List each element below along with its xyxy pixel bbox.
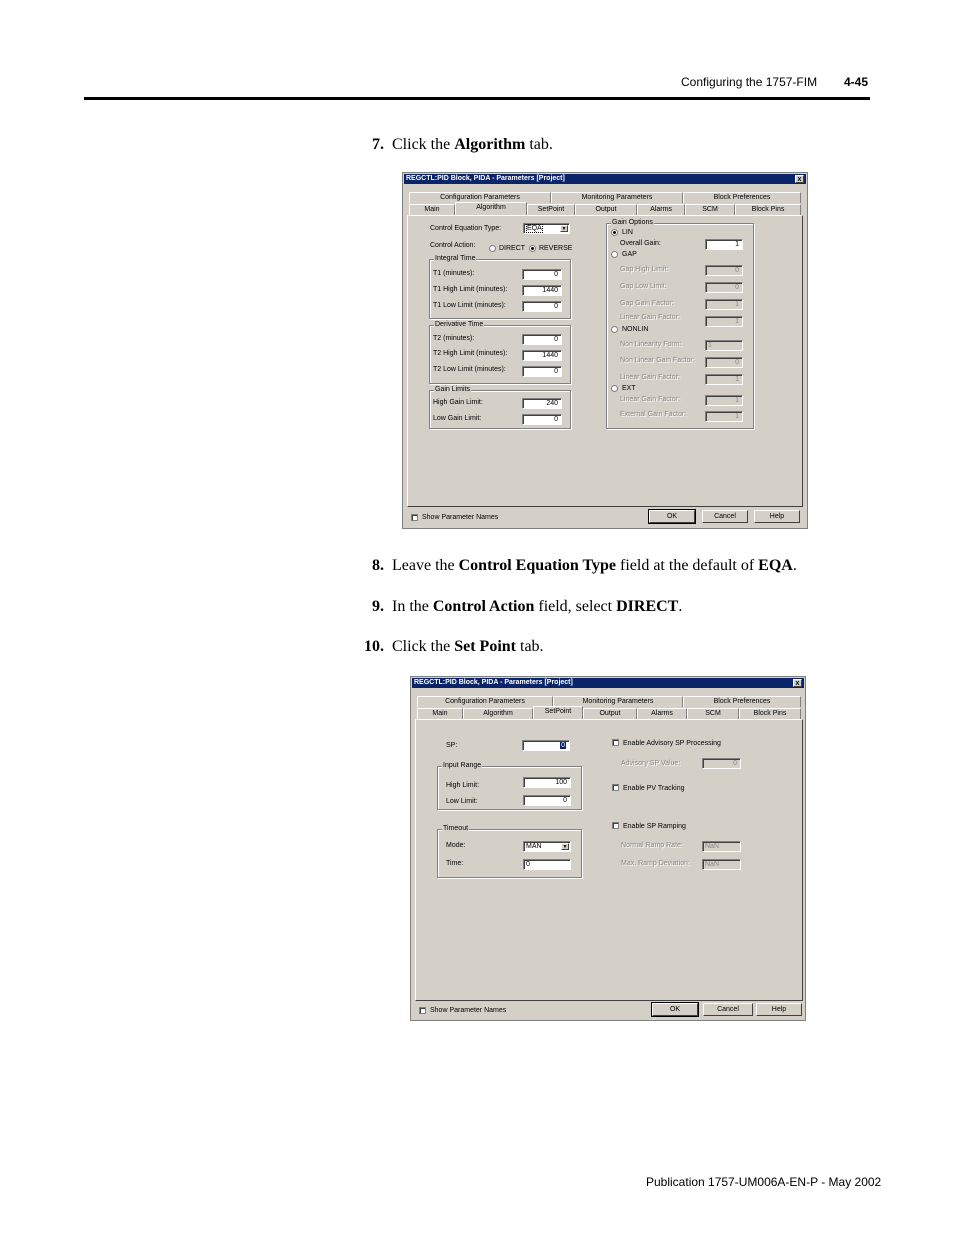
overall-gain-label: Overall Gain: [620,240,661,247]
timeout-group [437,825,582,878]
enable-pv-tracking-checkbox[interactable] [612,784,619,791]
nonlin-label: NONLIN [622,326,649,333]
nonlin-radio[interactable] [611,326,618,333]
mode-select[interactable]: MAN ▼ [523,841,571,852]
tab-algorithm[interactable]: Algorithm [463,708,533,719]
t2-input[interactable]: 0 [522,334,562,345]
dialog-title-bar [412,678,804,688]
direct-radio-label: DIRECT [499,245,526,252]
low-limit-label: Low Limit: [446,798,478,805]
low-limit-input[interactable]: 0 [523,795,571,806]
step-number: 9. [372,598,384,615]
gap-linear-gain-label: Linear Gain Factor: [620,314,680,321]
show-parameter-names-checkbox[interactable] [419,1007,426,1014]
tab-configuration-parameters[interactable]: Configuration Parameters [417,696,553,707]
gap-label: GAP [622,251,637,258]
gap-radio[interactable] [611,251,618,258]
step-number: 7. [372,136,384,153]
dialog-title: REGCTL:PID Block, PIDA - Parameters [Project] [406,175,565,182]
external-gain-factor-label: External Gain Factor: [620,411,687,418]
chevron-down-icon[interactable]: ▼ [561,226,567,232]
gain-limits-group [429,386,571,429]
normal-ramp-rate-input[interactable]: NaN [702,841,741,852]
lin-radio[interactable] [611,229,618,236]
lin-label: LIN [622,229,633,236]
gap-gain-factor-input[interactable]: 1 [705,299,743,310]
t1-low-limit-label: T1 Low Limit (minutes): [433,302,506,309]
sp-input[interactable]: 0 [522,740,570,751]
help-button[interactable]: Help [756,1003,802,1016]
help-button[interactable]: Help [754,510,800,523]
low-gain-limit-input[interactable]: 0 [522,414,562,425]
close-icon[interactable]: x [795,175,804,183]
t1-label: T1 (minutes): [433,270,475,277]
tab-main[interactable]: Main [409,204,455,215]
tab-alarms[interactable]: Alarms [637,708,687,719]
t2-high-limit-label: T2 High Limit (minutes): [433,350,508,357]
tab-monitoring-parameters[interactable]: Monitoring Parameters [551,192,683,203]
dialog-title-bar [404,174,806,184]
time-input[interactable]: 0 [523,859,571,870]
gap-low-limit-label: Gap Low Limit: [620,283,667,290]
group-title: Timeout [443,825,469,832]
enable-pv-tracking-label: Enable PV Tracking [623,785,685,792]
advisory-sp-value-input[interactable]: 0 [702,758,741,769]
setpoint-dialog [410,676,806,1021]
gap-high-limit-label: Gap High Limit: [620,266,669,273]
dialog-title: REGCTL:PID Block, PIDA - Parameters [Project] [414,679,573,686]
group-title: Gain Limits [435,386,471,393]
mode-label: Mode: [446,842,466,849]
show-parameter-names-label: Show Parameter Names [422,514,499,521]
tab-block-pins[interactable]: Block Pins [739,708,801,719]
tab-monitoring-parameters[interactable]: Monitoring Parameters [553,696,683,707]
high-limit-input[interactable]: 100 [523,777,571,788]
enable-sp-ramping-label: Enable SP Ramping [623,823,686,830]
t2-low-limit-label: T2 Low Limit (minutes): [433,366,506,373]
tab-algorithm[interactable]: Algorithm [455,202,527,215]
t1-low-limit-input[interactable]: 0 [522,301,562,312]
non-linear-gain-label: Non Linear Gain Factor: [620,357,695,364]
advisory-sp-value-label: Advisory SP Value: [621,760,681,767]
control-equation-type-label: Control Equation Type: [430,225,502,232]
ext-linear-gain-input[interactable]: 1 [705,395,743,406]
reverse-radio[interactable] [529,245,536,252]
tab-main[interactable]: Main [417,708,463,719]
group-title: Integral Time [435,255,476,262]
derivative-time-group [429,321,571,384]
tab-scm[interactable]: SCM [687,708,739,719]
show-parameter-names-label: Show Parameter Names [430,1007,507,1014]
close-icon[interactable]: x [793,679,802,687]
low-gain-limit-label: Low Gain Limit: [433,415,482,422]
tab-configuration-parameters[interactable]: Configuration Parameters [409,192,551,203]
t2-high-limit-input[interactable]: 1440 [522,350,562,361]
step-text: Click the Set Point tab. [392,638,544,655]
high-gain-limit-label: High Gain Limit: [433,399,483,406]
group-title: Gain Options [612,219,653,226]
gap-low-limit-input[interactable]: 0 [705,282,743,293]
t2-low-limit-input[interactable]: 0 [522,366,562,377]
tab-setpoint[interactable]: SetPoint [527,204,575,215]
non-linearity-form-label: Non Linearity Form: [620,341,682,348]
nonlin-linear-gain-label: Linear Gain Factor: [620,374,680,381]
ext-label: EXT [622,385,636,392]
high-gain-limit-input[interactable]: 240 [522,398,562,409]
max-ramp-deviation-label: Max. Ramp Deviation: [621,860,690,867]
step-text: Click the Algorithm tab. [392,136,553,153]
ext-linear-gain-label: Linear Gain Factor: [620,396,680,403]
direct-radio[interactable] [489,245,496,252]
ext-radio[interactable] [611,385,618,392]
enable-sp-ramping-checkbox[interactable] [612,822,619,829]
sp-label: SP: [446,742,458,749]
algorithm-dialog [402,172,808,529]
control-action-label: Control Action: [430,242,476,249]
tab-block-preferences[interactable]: Block Preferences [683,192,801,203]
tab-block-pins[interactable]: Block Pins [735,204,801,215]
show-parameter-names-checkbox[interactable] [411,514,418,521]
gain-options-group [606,219,754,429]
input-range-group [437,762,582,810]
gap-linear-gain-input[interactable]: 1 [705,316,743,327]
group-title: Input Range [443,762,482,769]
step-text: In the Control Action field, select DIRECT. [392,598,683,615]
tab-output[interactable]: Output [583,708,637,719]
non-linearity-form-input[interactable]: 1 [705,340,743,351]
tab-alarms[interactable]: Alarms [637,204,685,215]
chevron-down-icon[interactable]: ▼ [562,844,568,850]
high-limit-label: High Limit: [446,782,480,789]
max-ramp-deviation-input[interactable]: NaN [702,859,741,870]
ok-button[interactable]: OK [652,1003,698,1016]
enable-advisory-sp-checkbox[interactable] [612,739,619,746]
non-linear-gain-input[interactable]: 0 [705,357,743,368]
time-label: Time: [446,860,464,867]
publication-footer: Publication 1757-UM006A-EN-P - May 2002 [646,1175,882,1189]
cancel-button[interactable]: Cancel [702,510,748,523]
nonlin-linear-gain-input[interactable]: 1 [705,374,743,385]
integral-time-group [429,255,571,319]
step-number: 8. [372,557,384,574]
step-text: Leave the Control Equation Type field at the default of EQA. [392,557,797,574]
enable-advisory-sp-label: Enable Advisory SP Processing [623,740,721,747]
t1-high-limit-input[interactable]: 1440 [522,285,562,296]
t1-input[interactable]: 0 [522,269,562,280]
page-number: 4-45 [844,75,869,89]
normal-ramp-rate-label: Normal Ramp Rate: [621,842,683,849]
reverse-radio-label: REVERSE [539,245,573,252]
external-gain-factor-input[interactable]: 1 [705,411,743,422]
step-number: 10. [364,638,384,655]
cancel-button[interactable]: Cancel [703,1003,753,1016]
t2-label: T2 (minutes): [433,335,475,342]
gap-gain-factor-label: Gap Gain Factor: [620,300,674,307]
tab-scm[interactable]: SCM [685,204,735,215]
control-equation-type-select[interactable]: EQA ▼ [523,223,570,234]
ok-button[interactable]: OK [649,510,695,523]
t1-high-limit-label: T1 High Limit (minutes): [433,286,508,293]
gap-high-limit-input[interactable]: 0 [705,265,743,276]
running-header-section: Configuring the 1757-FIM [681,75,818,89]
header-rule [84,97,870,100]
tab-setpoint[interactable]: SetPoint [533,706,583,719]
group-title: Derivative Time [435,321,484,328]
tab-output[interactable]: Output [575,204,637,215]
overall-gain-input[interactable]: 1 [705,239,743,250]
tab-block-preferences[interactable]: Block Preferences [683,696,801,707]
